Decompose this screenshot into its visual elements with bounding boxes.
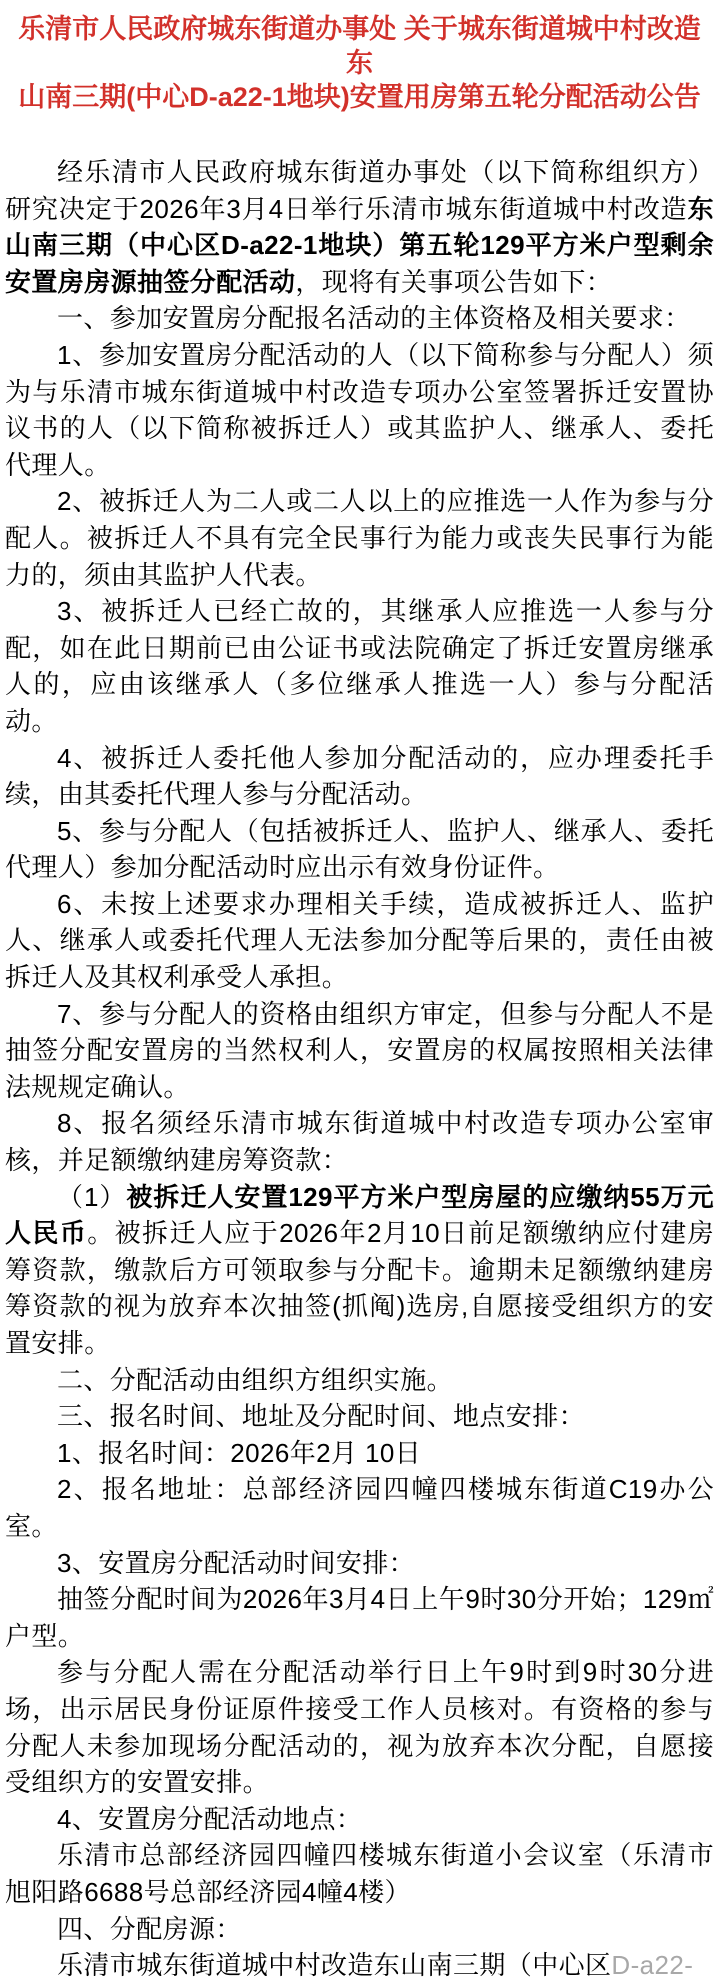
body-text: 6、未按上述要求办理相关手续，造成被拆迁人、监护人、继承人或委托代理人无法参加分配等后果的，责任由被拆迁人及其权利承受人承担。 <box>5 888 714 993</box>
document-body <box>5 154 714 1984</box>
body-text: D-a22- <box>611 1950 694 1981</box>
body-text: 7、参与分配人的资格由组织方审定，但参与分配人不是抽签分配安置房的当然权利人，安置房的权属按照相关法律法规规定确认。 <box>5 998 714 1102</box>
paragraph <box>5 996 714 1106</box>
body-text: 乐清市总部经济园四幢四楼城东街道小会议室（乐清市旭阳路6688号总部经济园4幢4楼） <box>5 1840 714 1907</box>
page-title-line-1: 乐清市人民政府城东街道办事处 关于城东街道城中村改造东 <box>18 14 701 78</box>
body-text: 1、报名时间：2026年2月 10日 <box>57 1437 422 1468</box>
emphasis-text: 东山南三期（中心区D-a22-1地块）第五轮129平方米户型剩余安置房房源抽签分配活动 <box>5 193 714 297</box>
paragraph <box>5 1654 714 1800</box>
body-text: 四、分配房源： <box>57 1913 242 1944</box>
paragraph <box>5 593 714 739</box>
body-text: 3、被拆迁人已经亡故的，其继承人应推选一人参与分配，如在此日期前已由公证书或法院确定了拆迁安置房继承人的，应由该继承人（多位继承人推选一人）参与分配活动。 <box>5 596 714 736</box>
body-text: 参与分配人需在分配活动举行日上午9时到9时30分进场，出示居民身份证原件接受工作人员核对。有资格的参与分配人未参加现场分配活动的，视为放弃本次分配，自愿接受组织方的安置安排。 <box>5 1657 714 1798</box>
paragraph <box>5 300 714 337</box>
body-text: 乐清市城东街道城中村改造东山南三期（中心区 <box>57 1950 612 1981</box>
paragraph <box>5 1105 714 1178</box>
body-text: 5、参与分配人（包括被拆迁人、监护人、继承人、委托代理人）参加分配活动时应出示有效身份证件。 <box>5 815 714 883</box>
body-text: 二、分配活动由组织方组织实施。 <box>57 1364 454 1395</box>
body-text: 。被拆迁人应于2026年2月10日前足额缴纳应付建房筹资款，缴款后方可领取参与分配卡。逾期未足额缴纳建房筹资款的视为放弃本次抽签(抓阄)选房,自愿接受组织方的安置安排。 <box>5 1218 715 1358</box>
paragraph <box>5 1581 714 1654</box>
body-text: 2、报名地址：总部经济园四幢四楼城东街道C19办公室。 <box>5 1474 714 1541</box>
body-text: 4、被拆迁人委托他人参加分配活动的，应办理委托手续，由其委托代理人参与分配活动。 <box>5 742 714 810</box>
paragraph <box>5 483 714 593</box>
body-text: 抽签分配时间为2026年3月4日上午9时30分开始；129㎡户型。 <box>5 1584 714 1651</box>
paragraph <box>5 1435 714 1472</box>
body-text: 3、安置房分配活动时间安排： <box>57 1547 416 1578</box>
paragraph <box>5 1837 714 1910</box>
paragraph <box>5 154 714 300</box>
body-text: 4、安置房分配活动地点： <box>57 1803 363 1834</box>
body-text: 8、报名须经乐清市城东街道城中村改造专项办公室审核，并足额缴纳建房筹资款： <box>5 1108 714 1176</box>
page-title-line-2: 山南三期(中心D-a22-1地块)安置用房第五轮分配活动公告 <box>18 82 701 112</box>
body-text: 一、参加安置房分配报名活动的主体资格及相关要求： <box>57 303 691 334</box>
paragraph <box>5 1801 714 1838</box>
body-text: 1、参加安置房分配活动的人（以下简称参与分配人）须为与乐清市城东街道城中村改造专项办公室签署拆迁安置协议书的人（以下简称被拆迁人）或其监护人、继承人、委托代理人。 <box>5 339 714 480</box>
body-text: 经乐清市人民政府城东街道办事处（以下简称组织方）研究决定于2026年3月4日举行乐清市城东街道城中村改造 <box>5 157 714 224</box>
body-text: 三、报名时间、地址及分配时间、地点安排： <box>57 1401 586 1432</box>
page-title <box>7 12 712 114</box>
paragraph <box>5 1545 714 1582</box>
paragraph <box>5 337 714 483</box>
body-text: （1） <box>57 1181 127 1212</box>
paragraph <box>5 1362 714 1399</box>
paragraph <box>5 1911 714 1948</box>
paragraph <box>5 1947 714 1984</box>
paragraph <box>5 813 714 886</box>
body-text: 2、被拆迁人为二人或二人以上的应推选一人作为参与分配人。被拆迁人不具有完全民事行为能力或丧失民事行为能力的，须由其监护人代表。 <box>5 486 714 590</box>
paragraph <box>5 740 714 813</box>
paragraph <box>5 1179 714 1362</box>
paragraph <box>5 1471 714 1544</box>
paragraph <box>5 1398 714 1435</box>
body-text: ，现将有关事项公告如下： <box>295 266 613 297</box>
paragraph <box>5 886 714 996</box>
emphasis-text: 被拆迁人安置129平方米户型房屋的应缴纳55万元人民币 <box>5 1181 714 1249</box>
